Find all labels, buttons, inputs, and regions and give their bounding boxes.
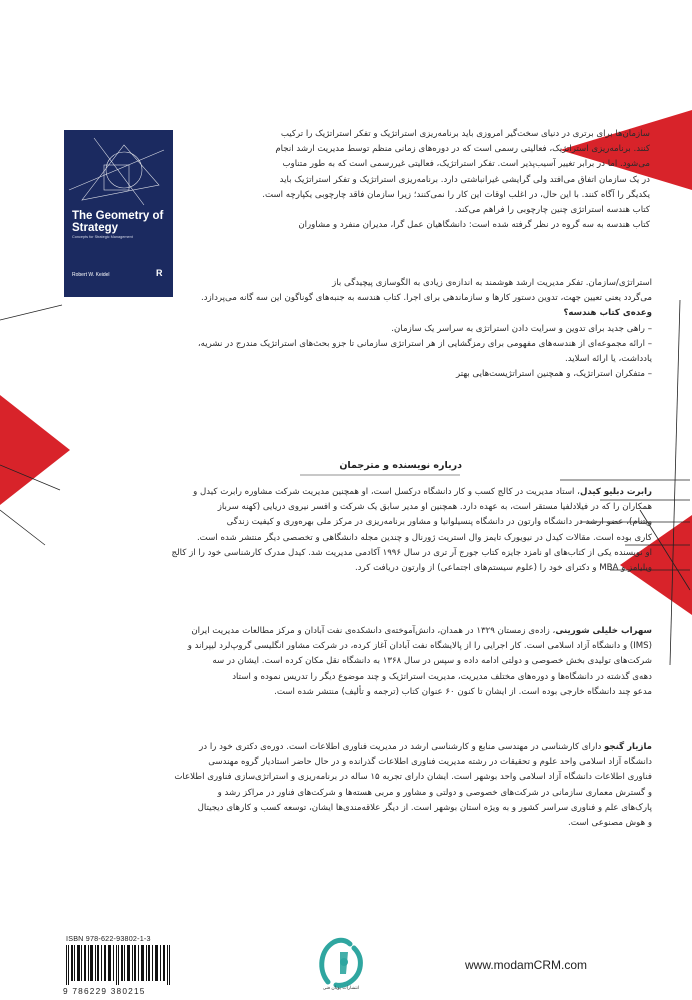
translator2-bio-line-3: فناوری اطلاعات دانشگاه آزاد اسلامی واحد بوشهر است. ایشان دارای تجربه ۱۵ ساله در برنامه‌ریزی و استراتژی‌سازی فناوری اطلاعات <box>174 772 652 783</box>
translator2-bio-line-4: و گسترش معماری سازمانی در شرکت‌های خصوصی و دولتی و مشاور و مربی هسته‌ها و شرکت‌های فناور در مراکز رشد و <box>217 787 652 798</box>
website-url: www.modamCRM.com <box>465 958 588 972</box>
translator2-bio-line-2: دانشگاه آزاد اسلامی واحد علوم و تحقیقات در رشته مدیریت فناوری اطلاعات گذرانده و در حال حاضر استادیار گروه مهندسی <box>208 757 652 768</box>
translator1-bio-line-3: شرکت‌های تولیدی بخش خصوصی و دولتی ادامه داده و سپس در سال ۱۳۶۸ به دانشگاه نقل مکان کرده است. ایشان در سه <box>212 656 652 667</box>
isbn-text: ISBN 978-622-93802-1-3 <box>66 934 151 943</box>
book-cover-image <box>64 130 173 297</box>
promise-bullet-4: – متفکران استراتژیک، و همچنین استراتژیست‌هایی بهتر <box>456 369 652 380</box>
heading-underline <box>300 474 460 476</box>
author-bio <box>62 485 652 576</box>
intro-wrapped-block <box>185 127 650 233</box>
intro-line-3: می‌شود. اما در برابر تغییر آسیب‌پذیر است. تفکر استراتژیک، فعالیتی غیررسمی است که به طور متناوب <box>282 159 650 170</box>
translator2-bio <box>62 740 652 831</box>
publisher-name: انتشارات پویان فنی <box>322 986 360 991</box>
intro-line-1: سازمان‌ها برای برتری در دنیای سخت‌گیر امروزی باید برنامه‌ریزی استراتژیک و تفکر استراتژیک را ترکیب <box>280 129 650 139</box>
book-cover-author: Robert W. Keidel <box>72 272 110 278</box>
about-section-heading: درباره نویسنده و مترجمان <box>339 460 462 471</box>
author-bio-line-6: ویلیامز و MBA و دکترای خود را (علوم سیستم‌های اجتماعی) از وارتون دریافت کرد. <box>355 563 652 574</box>
translator2-bio-line-5: پارک‌های علم و فناوری سراسر کشور و به ویژه استان بوشهر است. از دیگر علاقه‌مندی‌ها ایشان، توسعه کسب و کارهای دیجیتال <box>197 802 652 813</box>
translator2-bio-line-1 <box>62 740 652 755</box>
intro-line-4: در یک سازمان اتفاق می‌افتد ولی گرایشی غیرانباشتی دارد. برنامه‌ریزی استراتژیک و تفکر استراتژیک باید <box>279 174 650 185</box>
author-bio-line-2: همکاران را که در فیلادلفیا مستقر است، به عهده دارد. همچنین او مدیر سابق یک شرکت و افسر نیروی دریایی (کهنه سرباز <box>217 502 652 513</box>
translator1-bio-text-1: ، زاده‌ی زمستان ۱۳۲۹ در همدان، دانش‌آموخته‌ی دانشکده‌ی نفت آبادان و مرکز مطالعات مدیریت ایران <box>191 626 556 636</box>
barcode-digits: 9 786229 380215 <box>63 986 146 996</box>
author-bio-line-5: او نویسنده یکی از کتاب‌های او نامزد جایزه کتاب جورج آر تری در سال ۱۹۹۶ آکادمی مدیریت شد. کیدل مدرک کارشناسی خود را از کالج <box>171 547 652 558</box>
intro-line-7: کتاب هندسه به سه گروه در نظر گرفته شده است: دانشگاهیان عمل گرا، مدیران منفرد و مشاوران <box>298 220 650 231</box>
author-name: رابرت دبلیو کیدل <box>579 487 652 497</box>
translator1-bio-line-1 <box>62 624 652 639</box>
book-cover-title: The Geometry of Strategy <box>72 210 164 234</box>
intro-full-block <box>62 276 652 382</box>
publisher-logo-mark: R <box>156 268 163 278</box>
author-bio-line-3: ویتنام)، عضو ارشد در دانشگاه وارتون در دانشگاه پنسیلوانیا و مشاور برنامه‌ریزی در مرکز ملی بهره‌وری و کیفیت زندگی <box>226 517 652 528</box>
promise-bullet-1: – راهی جدید برای تدوین و سرایت دادن استراتژی به سراسر یک سازمان. <box>391 323 652 334</box>
book-cover-subtitle: Concepts for Strategic Management <box>72 235 133 239</box>
promise-bullet-3: یادداشت، یا ارائه اسلاید. <box>565 354 652 365</box>
publisher-logo-icon <box>310 930 372 992</box>
barcode-image <box>66 945 171 985</box>
translator2-name: مازیار گنجو <box>604 742 652 752</box>
intro-line-5: یکدیگر را آگاه کنند. با این حال، در اغلب اوقات این کار را نمی‌کنند؛ زیرا سازمان فاقد چارچوبی یکپارچه است. <box>262 189 650 200</box>
intro-line-6: کتاب هندسه استراتژی چنین چارچوبی را فراهم می‌کند. <box>454 205 650 216</box>
translator1-name: سهراب خلیلی شورینی <box>555 626 652 636</box>
author-bio-line-1 <box>62 485 652 500</box>
translator1-bio-line-2: (IMS) و دانشگاه آزاد اسلامی است. کار اجرایی را از پالایشگاه نفت آبادان آغاز کرده، در شرکت مشاور انگلیسی گروپ‌لرد لیپراند و <box>187 641 652 652</box>
intro-line-9: می‌گردد یعنی تعیین جهت، تدوین دستور کارها و سازماندهی برای اجرا. کتاب هندسه به جنبه‌های گوناگون این سه گانه می‌پردازد. <box>200 293 652 304</box>
promise-bullet-2: – ارائه مجموعه‌ای از هندسه‌های مفهومی برای رمزگشایی از هر استراتژی سازمانی تا جزو بحث‌های استراتژیک مندرج در نشریه، <box>197 338 652 349</box>
intro-line-8: استراتژی/سازمان. تفکر مدیریت ارشد هوشمند به اندازه‌ی زیادی به الگوسازی پیچیدگی باز <box>332 278 652 288</box>
translator1-bio-line-4: دهه‌ی گذشته در دانشگاه‌ها و دوره‌های مختلف مدیریت، مدیریت استراتژیک و چند موضوع دیگر را تدریس نموده و استاد <box>232 671 652 682</box>
intro-line-2: کنند. برنامه‌ریزی استراتژیک، فعالیتی رسمی است که در دوره‌های زمانی منظم توسط مدیریت ارشد انجام <box>275 144 650 155</box>
translator2-bio-text-1: دارای کارشناسی در مهندسی منابع و کارشناسی ارشد در مدیریت فناوری اطلاعات است. دوره‌ی دکتری خود را در <box>199 742 605 752</box>
translator1-bio <box>62 624 652 700</box>
author-bio-line-4: کاری بوده است. مقالات کیدل در نیویورک تایمز وال استریت ژورنال و چندین مجله دانشگاهی و تخصصی دیگر منتشر شده است. <box>196 532 652 543</box>
author-bio-text-1: ، استاد مدیریت در کالج کسب و کار دانشگاه درکسل است، او همچنین مدیریت شرکت مشاوره رابرت کیدل و <box>193 487 580 497</box>
translator2-bio-line-6: و هوش مصنوعی است. <box>568 818 652 829</box>
translator1-bio-line-5: مدعو چند دانشگاه خارجی بوده است. از ایشان تا کنون ۶۰ عنوان کتاب (ترجمه و تألیف) منتشر شده است. <box>274 686 652 697</box>
book-promise-heading: وعده‌ی کتاب هندسه؟ <box>563 308 652 319</box>
